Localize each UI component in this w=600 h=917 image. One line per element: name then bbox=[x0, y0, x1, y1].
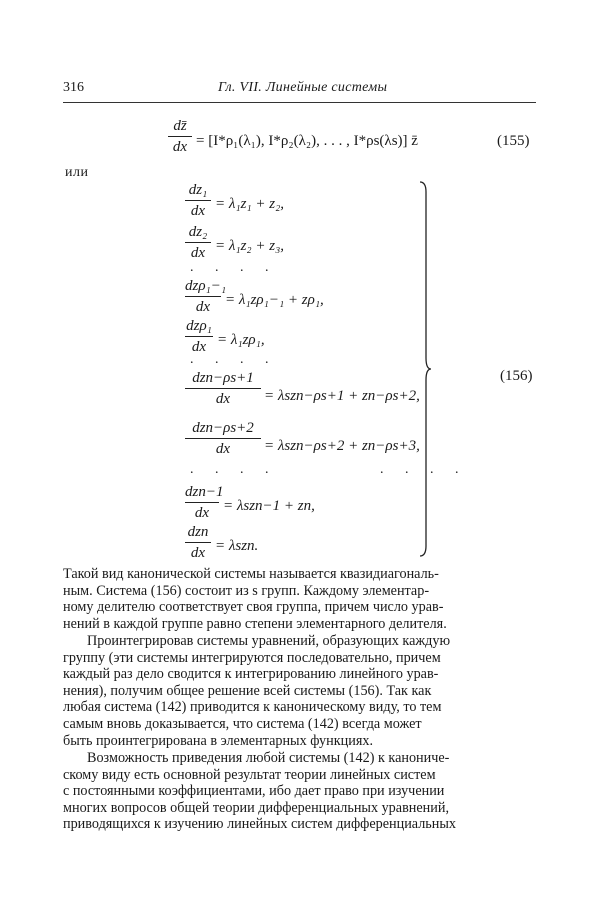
system-row-fraction bbox=[185, 278, 227, 315]
row-rhs: = λszn−1 + zn, bbox=[223, 498, 315, 514]
text-line: с постоянными коэффициентами, ибо дает право при изучении bbox=[63, 783, 445, 800]
row-rhs: = λ₁z₂ + z₃, bbox=[215, 238, 285, 254]
row-denominator: dx bbox=[194, 505, 210, 521]
paragraph-1 bbox=[63, 566, 536, 632]
fraction-bar bbox=[185, 200, 211, 201]
row-rhs: = λszn−ρs+2 + zn−ρs+3, bbox=[264, 438, 420, 454]
running-title: Гл. VII. Линейные системы bbox=[218, 80, 388, 95]
system-row-fraction bbox=[185, 224, 211, 261]
fraction-bar bbox=[185, 438, 261, 439]
fraction-bar bbox=[185, 242, 211, 243]
row-rhs: = λ₁z₁ + z₂, bbox=[215, 196, 285, 212]
right-brace bbox=[418, 180, 432, 558]
eq155-rhs: = [I*ρ₁(λ₁), I*ρ₂(λ₂), . . . , I*ρs(λs)] z̄ bbox=[196, 133, 418, 149]
system-row-fraction bbox=[185, 318, 213, 355]
text-line: Возможность приведения любой системы (142) к канониче- bbox=[87, 750, 450, 766]
row-denominator: dx bbox=[215, 441, 231, 457]
paragraph-3 bbox=[63, 750, 536, 833]
fraction-bar bbox=[185, 388, 261, 389]
ellipsis-dots: . . . . bbox=[190, 352, 278, 367]
row-denominator: dx bbox=[190, 245, 206, 261]
row-numerator: dz₁ bbox=[188, 182, 208, 198]
ellipsis-dots: . . . . bbox=[380, 462, 468, 477]
row-numerator: dzn−ρs+1 bbox=[192, 370, 254, 386]
row-numerator: dzρ₁−₁ bbox=[185, 278, 227, 294]
text-line: многих вопросов общей теории дифференциальных уравнений, bbox=[63, 799, 449, 816]
text-line: группу (эти системы интегрируются последовательно, причем bbox=[63, 649, 441, 666]
text-line: нения), получим общее решение всей системы (156). Так как bbox=[63, 682, 432, 699]
eq155-lhs-denominator: dx bbox=[172, 139, 188, 155]
text-line: ным. Система (156) состоит из s групп. Каждому элементар- bbox=[63, 582, 430, 599]
header-rule bbox=[63, 102, 536, 103]
row-rhs: = λszn−ρs+1 + zn−ρs+2, bbox=[264, 388, 420, 404]
system-156-number: (156) bbox=[500, 368, 533, 384]
fraction-bar bbox=[185, 502, 219, 503]
text-line: быть проинтегрирована в элементарных функциях. bbox=[63, 732, 373, 749]
row-numerator: dz₂ bbox=[188, 224, 208, 240]
connector-word: или bbox=[65, 165, 89, 180]
row-denominator: dx bbox=[215, 391, 231, 407]
row-rhs: = λ₁zρ₁, bbox=[217, 332, 265, 348]
eq155-number: (155) bbox=[497, 133, 530, 149]
text-line: приводящихся к изучению линейных систем дифференциальных bbox=[63, 816, 456, 833]
row-denominator: dx bbox=[191, 339, 207, 355]
fraction-bar bbox=[168, 136, 192, 137]
row-denominator: dx bbox=[190, 545, 206, 561]
page-number: 316 bbox=[63, 80, 84, 95]
system-row-fraction bbox=[185, 524, 211, 561]
row-denominator: dx bbox=[195, 299, 211, 315]
row-numerator: dzn−ρs+2 bbox=[192, 420, 254, 436]
paragraph-2 bbox=[63, 633, 536, 749]
text-line: нений в каждой группе равно степени элементарного делителя. bbox=[63, 615, 447, 632]
ellipsis-dots: . . . . bbox=[190, 462, 278, 477]
system-row-fraction bbox=[185, 484, 224, 521]
system-row-fraction bbox=[185, 182, 211, 219]
text-line: самым вновь доказывается, что система (142) всегда может bbox=[63, 715, 422, 732]
row-rhs: = λszn. bbox=[215, 538, 259, 554]
fraction-bar bbox=[185, 336, 213, 337]
system-row-fraction bbox=[185, 370, 261, 407]
eq155-lhs-numerator: dz̄ bbox=[173, 118, 187, 134]
system-row-fraction bbox=[185, 420, 261, 457]
row-numerator: dzn bbox=[187, 524, 209, 540]
row-rhs: = λ₁zρ₁−₁ + zρ₁, bbox=[225, 292, 324, 308]
fraction-bar bbox=[185, 542, 211, 543]
text-line: Такой вид канонической системы называется квазидиагональ- bbox=[63, 566, 439, 582]
text-line: ному делителю соответствует своя группа, причем число урав- bbox=[63, 599, 444, 616]
row-numerator: dzρ₁ bbox=[186, 318, 212, 334]
eq155-lhs-fraction bbox=[168, 118, 192, 155]
text-line: скому виду есть основной результат теории линейных систем bbox=[63, 766, 436, 783]
row-denominator: dx bbox=[190, 203, 206, 219]
text-line: любая система (142) приводится к каноническому виду, то тем bbox=[63, 699, 442, 716]
text-line: каждый раз дело сводится к интегрированию линейного урав- bbox=[63, 666, 439, 683]
ellipsis-dots: . . . . bbox=[190, 260, 278, 275]
row-numerator: dzn−1 bbox=[185, 484, 224, 500]
fraction-bar bbox=[185, 296, 221, 297]
text-line: Проинтегрировав системы уравнений, образующих каждую bbox=[87, 633, 451, 649]
